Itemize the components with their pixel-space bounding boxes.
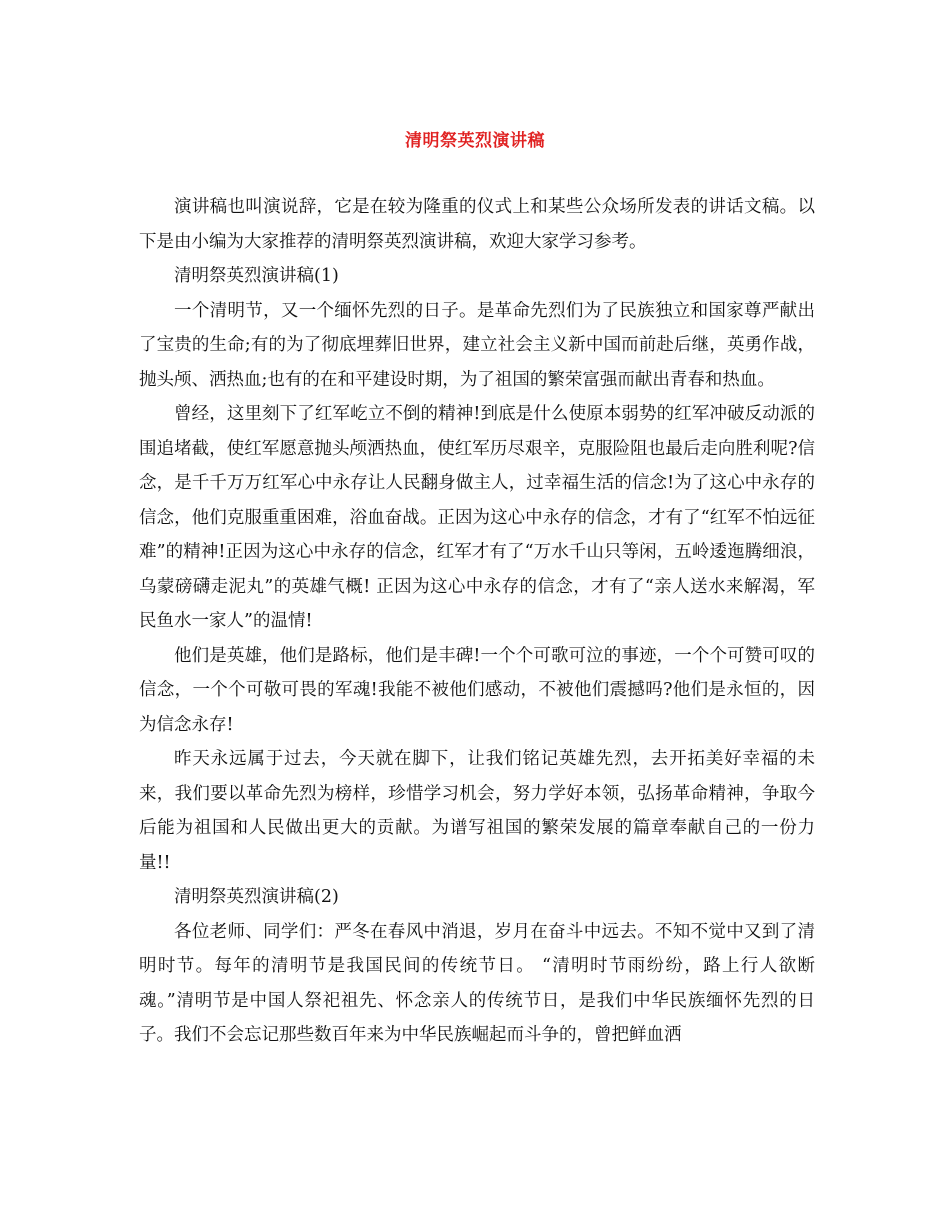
body-paragraph: 曾经，这里刻下了红军屹立不倒的精神!到底是什么使原本弱势的红军冲破反动派的围追堵截，使红军愿意抛头颅洒热血，使红军历尽艰辛，克服险阻也最后走向胜利呢?信念，是千千万万红军心中永存让人民翻身做主人，过幸福生活的信念!为了这心中永存的信念，他们克服重重困难，浴血奋战。正因为这心中永存的信念，才有了“红军不怕远征难”的精神!正因为这心中永存的信念，红军才有了“万水千山只等闲，五岭逶迤腾细浪，乌蒙磅礴走泥丸”的英雄气概! 正因为这心中永存的信念，才有了“亲人送水来解渴，军民鱼水一家人”的温情! [139, 404, 815, 631]
body-paragraph: 一个清明节，又一个缅怀先烈的日子。是革命先烈们为了民族独立和国家尊严献出了宝贵的生命;有的为了彻底埋葬旧世界，建立社会主义新中国而前赴后继，英勇作战，抛头颅、洒热血;也有的在和平建设时期，为了祖国的繁荣富强而献出青春和热血。 [139, 300, 815, 390]
document-title: 清明祭英烈演讲稿 [405, 131, 545, 151]
section-heading-2: 清明祭英烈演讲稿(2) [174, 887, 339, 907]
body-paragraph: 各位老师、同学们：严冬在春风中消退，岁月在奋斗中远去。不知不觉中又到了清明时节。每年的清明节是我国民间的传统节日。 “清明时节雨纷纷，路上行人欲断魂。”清明节是中国人祭祀祖先、怀念亲人的传统节日，是我们中华民族缅怀先烈的日子。我们不会忘记那些数百年来为中华民族崛起而斗争的，曾把鲜血洒 [139, 921, 815, 1045]
body-paragraph: 昨天永远属于过去，今天就在脚下，让我们铭记英雄先烈，去开拓美好幸福的未来，我们要以革命先烈为榜样，珍惜学习机会，努力学好本领，弘扬革命精神，争取今后能为祖国和人民做出更大的贡献。为谱写祖国的繁荣发展的篇章奉献自己的一份力量!! [139, 749, 815, 873]
section-heading-1: 清明祭英烈演讲稿(1) [174, 266, 339, 286]
intro-paragraph: 演讲稿也叫演说辞，它是在较为隆重的仪式上和某些公众场所发表的讲话文稿。以下是由小编为大家推荐的清明祭英烈演讲稿，欢迎大家学习参考。 [139, 197, 815, 252]
body-paragraph: 他们是英雄，他们是路标，他们是丰碑!一个个可歌可泣的事迹，一个个可赞可叹的信念，一个个可敬可畏的军魂!我能不被他们感动，不被他们震撼吗?他们是永恒的，因为信念永存! [139, 645, 815, 735]
document-body [139, 190, 815, 1053]
